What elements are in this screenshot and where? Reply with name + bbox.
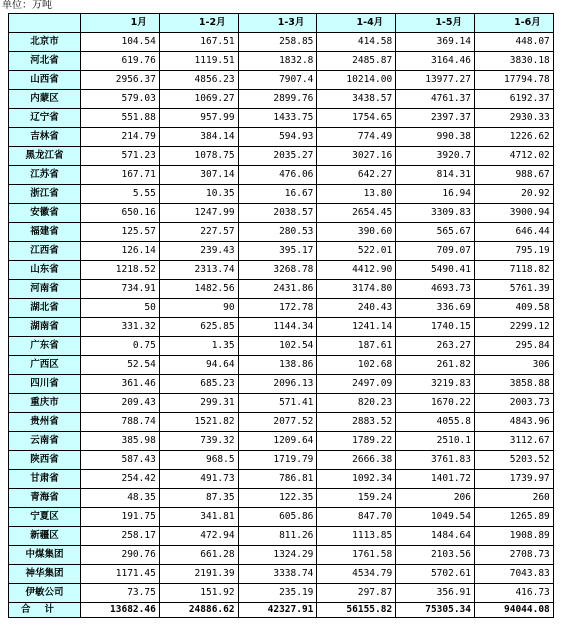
value-cell: 1521.82 [159,413,238,432]
table-row [9,128,554,147]
value-cell: 1670.22 [396,394,475,413]
value-cell: 2035.27 [238,147,317,166]
region-name-cell: 陕西省 [9,451,81,470]
value-cell: 3338.74 [238,565,317,584]
value-cell: 1401.72 [396,470,475,489]
value-cell: 10214.00 [317,71,396,90]
value-cell: 126.14 [81,242,160,261]
value-cell: 2654.45 [317,204,396,223]
value-cell: 587.43 [81,451,160,470]
value-cell: 102.54 [238,337,317,356]
region-name-cell: 青海省 [9,489,81,508]
value-cell: 522.01 [317,242,396,261]
value-cell: 87.35 [159,489,238,508]
value-cell: 16.67 [238,185,317,204]
value-cell: 5.55 [81,185,160,204]
column-header-jan-jun: 1-6月 [474,14,553,33]
value-cell: 3219.83 [396,375,475,394]
value-cell: 988.67 [474,166,553,185]
value-cell: 739.32 [159,432,238,451]
value-cell: 263.27 [396,337,475,356]
value-cell: 209.43 [81,394,160,413]
value-cell: 811.26 [238,527,317,546]
column-header-jan-may: 1-5月 [396,14,475,33]
value-cell: 709.07 [396,242,475,261]
value-cell: 75305.34 [396,603,475,618]
value-cell: 42327.91 [238,603,317,618]
value-cell: 2003.73 [474,394,553,413]
value-cell: 786.81 [238,470,317,489]
value-cell: 356.91 [396,584,475,603]
table-row [9,527,554,546]
value-cell: 1265.89 [474,508,553,527]
column-header-jan-apr: 1-4月 [317,14,396,33]
column-header-jan-mar: 1-3月 [238,14,317,33]
region-name-cell: 甘肃省 [9,470,81,489]
value-cell: 1092.34 [317,470,396,489]
value-cell: 214.79 [81,128,160,147]
value-cell: 1241.14 [317,318,396,337]
value-cell: 795.19 [474,242,553,261]
value-cell: 1069.27 [159,90,238,109]
value-cell: 369.14 [396,33,475,52]
value-cell: 235.19 [238,584,317,603]
value-cell: 191.75 [81,508,160,527]
value-cell: 1247.99 [159,204,238,223]
region-name-cell: 伊敏公司 [9,584,81,603]
value-cell: 94.64 [159,356,238,375]
header-corner-cell [9,14,81,33]
region-name-cell: 安徽省 [9,204,81,223]
value-cell: 734.91 [81,280,160,299]
region-name-cell: 福建省 [9,223,81,242]
value-cell: 820.23 [317,394,396,413]
value-cell: 24886.62 [159,603,238,618]
value-cell: 4712.02 [474,147,553,166]
value-cell: 4412.90 [317,261,396,280]
value-cell: 0.75 [81,337,160,356]
value-cell: 138.86 [238,356,317,375]
table-row [9,508,554,527]
table-row [9,451,554,470]
value-cell: 3112.67 [474,432,553,451]
value-cell: 1908.89 [474,527,553,546]
value-cell: 3761.83 [396,451,475,470]
value-cell: 472.94 [159,527,238,546]
value-cell: 1226.62 [474,128,553,147]
value-cell: 159.24 [317,489,396,508]
value-cell: 1789.22 [317,432,396,451]
value-cell: 619.76 [81,52,160,71]
value-cell: 13977.27 [396,71,475,90]
value-cell: 3268.78 [238,261,317,280]
total-row [9,603,554,618]
column-header-jan: 1月 [81,14,160,33]
region-name-cell: 黑龙江省 [9,147,81,166]
value-cell: 90 [159,299,238,318]
value-cell: 122.35 [238,489,317,508]
value-cell: 1740.15 [396,318,475,337]
value-cell: 4534.79 [317,565,396,584]
region-name-cell: 内蒙区 [9,90,81,109]
table-row [9,261,554,280]
value-cell: 7118.82 [474,261,553,280]
value-cell: 2956.37 [81,71,160,90]
value-cell: 2038.57 [238,204,317,223]
table-row [9,337,554,356]
coal-output-table [8,13,554,618]
value-cell: 1433.75 [238,109,317,128]
region-name-cell: 新疆区 [9,527,81,546]
value-cell: 20.92 [474,185,553,204]
value-cell: 685.23 [159,375,238,394]
region-name-cell: 河南省 [9,280,81,299]
value-cell: 187.61 [317,337,396,356]
value-cell: 1049.54 [396,508,475,527]
table-row [9,52,554,71]
value-cell: 2103.56 [396,546,475,565]
value-cell: 774.49 [317,128,396,147]
table-row [9,394,554,413]
value-cell: 297.87 [317,584,396,603]
value-cell: 1719.79 [238,451,317,470]
value-cell: 104.54 [81,33,160,52]
value-cell: 50 [81,299,160,318]
value-cell: 13.80 [317,185,396,204]
table-row [9,90,554,109]
value-cell: 1761.58 [317,546,396,565]
value-cell: 5490.41 [396,261,475,280]
value-cell: 2899.76 [238,90,317,109]
value-cell: 661.28 [159,546,238,565]
unit-label: 单位：万吨 [2,0,52,11]
value-cell: 73.75 [81,584,160,603]
table-row [9,584,554,603]
region-name-cell: 江西省 [9,242,81,261]
value-cell: 565.67 [396,223,475,242]
table-row [9,147,554,166]
value-cell: 2883.52 [317,413,396,432]
value-cell: 56155.82 [317,603,396,618]
region-name-cell: 广东省 [9,337,81,356]
value-cell: 125.57 [81,223,160,242]
region-name-cell: 湖北省 [9,299,81,318]
value-cell: 17794.78 [474,71,553,90]
table-row [9,242,554,261]
value-cell: 625.85 [159,318,238,337]
value-cell: 2485.87 [317,52,396,71]
table-row [9,299,554,318]
value-cell: 206 [396,489,475,508]
value-cell: 3309.83 [396,204,475,223]
table-row [9,565,554,584]
region-name-cell: 重庆市 [9,394,81,413]
value-cell: 5203.52 [474,451,553,470]
value-cell: 957.99 [159,109,238,128]
value-cell: 384.14 [159,128,238,147]
value-cell: 13682.46 [81,603,160,618]
value-cell: 847.70 [317,508,396,527]
value-cell: 990.38 [396,128,475,147]
value-cell: 94044.08 [474,603,553,618]
value-cell: 290.76 [81,546,160,565]
value-cell: 594.93 [238,128,317,147]
value-cell: 1209.64 [238,432,317,451]
region-name-cell: 云南省 [9,432,81,451]
table-row [9,204,554,223]
value-cell: 258.85 [238,33,317,52]
value-cell: 2096.13 [238,375,317,394]
value-cell: 1.35 [159,337,238,356]
value-cell: 788.74 [81,413,160,432]
value-cell: 571.23 [81,147,160,166]
value-cell: 280.53 [238,223,317,242]
value-cell: 1324.29 [238,546,317,565]
value-cell: 240.43 [317,299,396,318]
value-cell: 52.54 [81,356,160,375]
value-cell: 2497.09 [317,375,396,394]
region-name-cell: 河北省 [9,52,81,71]
value-cell: 2510.1 [396,432,475,451]
table-body [9,33,554,618]
region-name-cell: 北京市 [9,33,81,52]
value-cell: 5702.61 [396,565,475,584]
table-row [9,546,554,565]
value-cell: 395.17 [238,242,317,261]
column-header-jan-feb: 1-2月 [159,14,238,33]
table-row [9,33,554,52]
value-cell: 2191.39 [159,565,238,584]
value-cell: 3830.18 [474,52,553,71]
table-row [9,470,554,489]
value-cell: 227.57 [159,223,238,242]
value-cell: 102.68 [317,356,396,375]
total-label-cell: 合计 [9,603,81,618]
value-cell: 409.58 [474,299,553,318]
value-cell: 1171.45 [81,565,160,584]
value-cell: 1739.97 [474,470,553,489]
value-cell: 571.41 [238,394,317,413]
region-name-cell: 湖南省 [9,318,81,337]
value-cell: 261.82 [396,356,475,375]
value-cell: 2930.33 [474,109,553,128]
table-row [9,223,554,242]
value-cell: 258.17 [81,527,160,546]
region-name-cell: 吉林省 [9,128,81,147]
value-cell: 968.5 [159,451,238,470]
value-cell: 4856.23 [159,71,238,90]
value-cell: 7043.83 [474,565,553,584]
region-name-cell: 山东省 [9,261,81,280]
region-name-cell: 山西省 [9,71,81,90]
region-name-cell: 中煤集团 [9,546,81,565]
value-cell: 1119.51 [159,52,238,71]
value-cell: 1484.64 [396,527,475,546]
value-cell: 2313.74 [159,261,238,280]
value-cell: 307.14 [159,166,238,185]
value-cell: 579.03 [81,90,160,109]
table-row [9,71,554,90]
value-cell: 4693.73 [396,280,475,299]
value-cell: 414.58 [317,33,396,52]
table-row [9,280,554,299]
table-row [9,432,554,451]
value-cell: 476.06 [238,166,317,185]
value-cell: 1832.8 [238,52,317,71]
value-cell: 1218.52 [81,261,160,280]
header-row [9,14,554,33]
value-cell: 1144.34 [238,318,317,337]
region-name-cell: 宁夏区 [9,508,81,527]
value-cell: 10.35 [159,185,238,204]
value-cell: 814.31 [396,166,475,185]
value-cell: 642.27 [317,166,396,185]
value-cell: 2299.12 [474,318,553,337]
value-cell: 551.88 [81,109,160,128]
value-cell: 48.35 [81,489,160,508]
value-cell: 7907.4 [238,71,317,90]
value-cell: 2397.37 [396,109,475,128]
value-cell: 254.42 [81,470,160,489]
value-cell: 4761.37 [396,90,475,109]
value-cell: 341.81 [159,508,238,527]
value-cell: 2077.52 [238,413,317,432]
value-cell: 2666.38 [317,451,396,470]
value-cell: 5761.39 [474,280,553,299]
value-cell: 1482.56 [159,280,238,299]
value-cell: 3900.94 [474,204,553,223]
value-cell: 6192.37 [474,90,553,109]
value-cell: 416.73 [474,584,553,603]
table-row [9,375,554,394]
value-cell: 605.86 [238,508,317,527]
value-cell: 260 [474,489,553,508]
value-cell: 331.32 [81,318,160,337]
value-cell: 3920.7 [396,147,475,166]
value-cell: 4843.96 [474,413,553,432]
table-row [9,109,554,128]
table-row [9,413,554,432]
value-cell: 3027.16 [317,147,396,166]
region-name-cell: 江苏省 [9,166,81,185]
region-name-cell: 神华集团 [9,565,81,584]
value-cell: 361.46 [81,375,160,394]
region-name-cell: 辽宁省 [9,109,81,128]
value-cell: 167.71 [81,166,160,185]
value-cell: 491.73 [159,470,238,489]
value-cell: 646.44 [474,223,553,242]
table-row [9,166,554,185]
value-cell: 650.16 [81,204,160,223]
region-name-cell: 四川省 [9,375,81,394]
value-cell: 1113.85 [317,527,396,546]
value-cell: 172.78 [238,299,317,318]
value-cell: 1078.75 [159,147,238,166]
value-cell: 3174.80 [317,280,396,299]
value-cell: 151.92 [159,584,238,603]
value-cell: 390.60 [317,223,396,242]
value-cell: 167.51 [159,33,238,52]
value-cell: 16.94 [396,185,475,204]
value-cell: 448.07 [474,33,553,52]
value-cell: 306 [474,356,553,375]
value-cell: 336.69 [396,299,475,318]
value-cell: 2708.73 [474,546,553,565]
value-cell: 3438.57 [317,90,396,109]
value-cell: 1754.65 [317,109,396,128]
value-cell: 2431.86 [238,280,317,299]
value-cell: 3858.88 [474,375,553,394]
table-row [9,318,554,337]
region-name-cell: 广西区 [9,356,81,375]
value-cell: 4055.8 [396,413,475,432]
value-cell: 299.31 [159,394,238,413]
value-cell: 3164.46 [396,52,475,71]
region-name-cell: 贵州省 [9,413,81,432]
region-name-cell: 浙江省 [9,185,81,204]
value-cell: 239.43 [159,242,238,261]
value-cell: 385.98 [81,432,160,451]
table-row [9,356,554,375]
value-cell: 295.84 [474,337,553,356]
table-row [9,185,554,204]
table-row [9,489,554,508]
